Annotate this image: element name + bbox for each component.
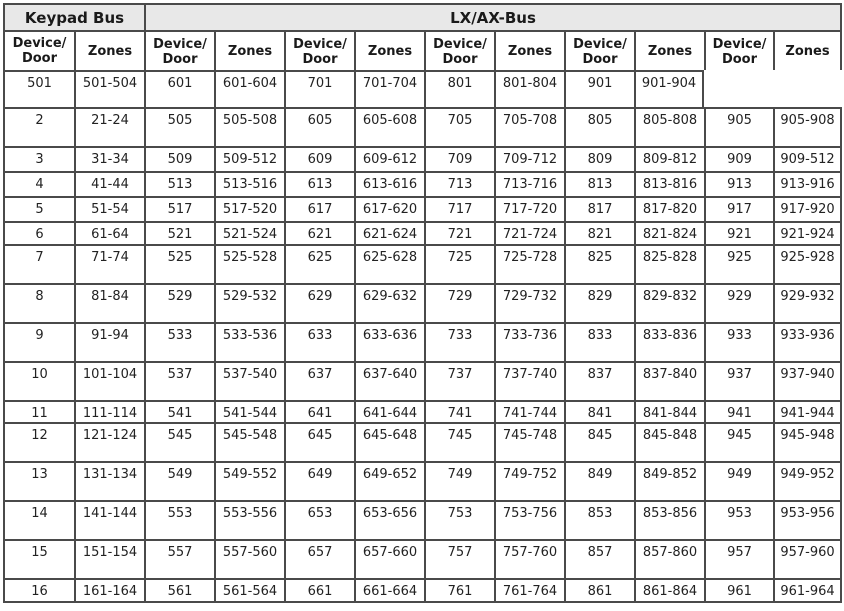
lx-device-cell: 701: [284, 70, 354, 107]
keypad-zones-header: Zones: [74, 30, 144, 70]
lx-device-cell: 933: [704, 322, 773, 361]
lx-zones-cell: 657-660: [354, 539, 424, 578]
lx-zones-cell: 937-940: [773, 361, 842, 400]
lx-zones-cell: 921-924: [773, 221, 842, 244]
lx-zones-cell: 505-508: [214, 107, 284, 146]
table-row: [3, 322, 842, 361]
lx-device-cell: 761: [424, 578, 494, 603]
lx-zones-cell: 649-652: [354, 461, 424, 500]
lx-zones-cell: 745-748: [494, 422, 564, 461]
lx-device-cell: 957: [704, 539, 773, 578]
lx-zones-cell: 549-552: [214, 461, 284, 500]
lx-device-cell: 557: [144, 539, 214, 578]
lx-zones-cell: 757-760: [494, 539, 564, 578]
lx-device-cell: 901: [564, 70, 634, 107]
keypad-device-cell: 3: [3, 146, 74, 171]
lx-device-cell: 529: [144, 283, 214, 322]
lx-device-cell: 813: [564, 171, 634, 196]
keypad-zones-cell: 61-64: [74, 221, 144, 244]
keypad-zones-cell: 71-74: [74, 244, 144, 283]
lx-zones-cell: 717-720: [494, 196, 564, 221]
lx-zones-cell: 709-712: [494, 146, 564, 171]
lx-zones-header: Zones: [494, 30, 564, 70]
lx-device-cell: 641: [284, 400, 354, 422]
keypad-device-cell: 6: [3, 221, 74, 244]
lx-zones-cell: 517-520: [214, 196, 284, 221]
lx-zones-header: Zones: [354, 30, 424, 70]
lx-device-cell: 713: [424, 171, 494, 196]
lx-zones-cell: 601-604: [214, 70, 284, 107]
keypad-device-cell: 11: [3, 400, 74, 422]
keypad-zones-cell: 101-104: [74, 361, 144, 400]
lx-device-cell: 961: [704, 578, 773, 603]
keypad-device-cell: 2: [3, 107, 74, 146]
lx-device-cell: 517: [144, 196, 214, 221]
lx-device-header: Device/ Door: [564, 30, 634, 70]
table-row: [3, 361, 842, 400]
lx-device-cell: 737: [424, 361, 494, 400]
lx-device-cell: 545: [144, 422, 214, 461]
lx-device-cell: 637: [284, 361, 354, 400]
lx-zones-cell: 653-656: [354, 500, 424, 539]
keypad-device-header: Device/ Door: [3, 30, 74, 70]
keypad-zones-cell: 111-114: [74, 400, 144, 422]
lx-zones-cell: 853-856: [634, 500, 704, 539]
lx-device-cell: 853: [564, 500, 634, 539]
lx-zones-cell: 701-704: [354, 70, 424, 107]
lx-zones-cell: 561-564: [214, 578, 284, 603]
lx-device-cell: 541: [144, 400, 214, 422]
lx-zones-cell: 733-736: [494, 322, 564, 361]
lx-zones-cell: 509-512: [214, 146, 284, 171]
lx-zones-cell: 741-744: [494, 400, 564, 422]
lx-zones-cell: 637-640: [354, 361, 424, 400]
keypad-device-cell: 4: [3, 171, 74, 196]
keypad-zones-cell: 121-124: [74, 422, 144, 461]
lx-zones-cell: 553-556: [214, 500, 284, 539]
table-row: [3, 500, 842, 539]
lx-zones-cell: 617-620: [354, 196, 424, 221]
lx-zones-cell: 825-828: [634, 244, 704, 283]
lx-device-cell: 953: [704, 500, 773, 539]
table-row: [3, 244, 842, 283]
table-row: [3, 70, 842, 107]
lx-zones-cell: 737-740: [494, 361, 564, 400]
lx-device-cell: 509: [144, 146, 214, 171]
lx-zones-cell: 849-852: [634, 461, 704, 500]
lx-device-cell: 549: [144, 461, 214, 500]
lx-zones-cell: 513-516: [214, 171, 284, 196]
lx-zones-cell: 533-536: [214, 322, 284, 361]
column-header-row: [3, 30, 842, 70]
lx-device-cell: 613: [284, 171, 354, 196]
lx-device-cell: 561: [144, 578, 214, 603]
lx-zones-cell: 729-732: [494, 283, 564, 322]
lx-zones-cell: 661-664: [354, 578, 424, 603]
lx-device-cell: 825: [564, 244, 634, 283]
lx-device-cell: 829: [564, 283, 634, 322]
lx-zones-cell: 857-860: [634, 539, 704, 578]
lx-zones-cell: 905-908: [773, 107, 842, 146]
lx-device-cell: 513: [144, 171, 214, 196]
lx-device-cell: 625: [284, 244, 354, 283]
table-row: [3, 283, 842, 322]
lx-device-cell: 733: [424, 322, 494, 361]
lx-device-cell: 921: [704, 221, 773, 244]
lx-device-cell: 537: [144, 361, 214, 400]
lx-zones-cell: 721-724: [494, 221, 564, 244]
lx-device-cell: 749: [424, 461, 494, 500]
lx-zones-cell: 841-844: [634, 400, 704, 422]
lx-zones-cell: 909-512: [773, 146, 842, 171]
lx-device-header: Device/ Door: [144, 30, 214, 70]
lx-device-cell: 601: [144, 70, 214, 107]
lx-zones-cell: 609-612: [354, 146, 424, 171]
lx-device-cell: 705: [424, 107, 494, 146]
lx-device-cell: 821: [564, 221, 634, 244]
keypad-device-cell: 12: [3, 422, 74, 461]
lx-device-cell: 801: [424, 70, 494, 107]
lx-zones-cell: 821-824: [634, 221, 704, 244]
lx-device-cell: 753: [424, 500, 494, 539]
keypad-device-cell: 7: [3, 244, 74, 283]
lx-zones-cell: 645-648: [354, 422, 424, 461]
lx-zones-cell: 605-608: [354, 107, 424, 146]
keypad-bus-header: Keypad Bus: [3, 3, 144, 30]
lx-device-cell: 937: [704, 361, 773, 400]
keypad-device-cell: 5: [3, 196, 74, 221]
keypad-device-cell: 14: [3, 500, 74, 539]
lx-zones-header: Zones: [773, 30, 842, 70]
lx-device-cell: 857: [564, 539, 634, 578]
lx-zones-cell: 809-812: [634, 146, 704, 171]
lx-zones-cell: 501-504: [74, 70, 144, 107]
lx-device-cell: 501: [3, 70, 74, 107]
lx-device-cell: 505: [144, 107, 214, 146]
table-row: [3, 146, 842, 171]
keypad-zones-cell: 21-24: [74, 107, 144, 146]
lx-device-cell: 653: [284, 500, 354, 539]
keypad-zones-cell: 51-54: [74, 196, 144, 221]
lx-device-cell: 905: [704, 107, 773, 146]
keypad-device-cell: 15: [3, 539, 74, 578]
keypad-device-cell: 16: [3, 578, 74, 603]
lx-zones-cell: 725-728: [494, 244, 564, 283]
lx-zones-cell: 817-820: [634, 196, 704, 221]
lx-zones-cell: 833-836: [634, 322, 704, 361]
lx-device-cell: 657: [284, 539, 354, 578]
lx-device-cell: 833: [564, 322, 634, 361]
zone-assignment-table: [3, 3, 842, 603]
lx-zones-cell: 957-960: [773, 539, 842, 578]
lx-device-header: Device/ Door: [704, 30, 773, 70]
keypad-device-cell: 9: [3, 322, 74, 361]
lx-device-cell: 805: [564, 107, 634, 146]
table-row: [3, 539, 842, 578]
lx-zones-cell: 813-816: [634, 171, 704, 196]
lx-zones-cell: 837-840: [634, 361, 704, 400]
lx-device-cell: 605: [284, 107, 354, 146]
lx-zones-cell: 625-628: [354, 244, 424, 283]
lx-zones-cell: 753-756: [494, 500, 564, 539]
lx-zones-cell: 949-952: [773, 461, 842, 500]
lx-device-cell: 629: [284, 283, 354, 322]
table-row: [3, 422, 842, 461]
lx-device-cell: 533: [144, 322, 214, 361]
table-row: [3, 400, 842, 422]
lx-device-cell: 949: [704, 461, 773, 500]
lx-zones-cell: 901-904: [634, 70, 704, 107]
table-row: [3, 461, 842, 500]
lx-zones-cell: 829-832: [634, 283, 704, 322]
lx-device-cell: 845: [564, 422, 634, 461]
keypad-zones-cell: 91-94: [74, 322, 144, 361]
table-row: [3, 221, 842, 244]
lx-device-cell: 649: [284, 461, 354, 500]
lx-zones-cell: 521-524: [214, 221, 284, 244]
lx-device-cell: 945: [704, 422, 773, 461]
lx-device-cell: 913: [704, 171, 773, 196]
lx-device-header: Device/ Door: [424, 30, 494, 70]
lx-zones-cell: 529-532: [214, 283, 284, 322]
lx-device-cell: 837: [564, 361, 634, 400]
lx-device-cell: 721: [424, 221, 494, 244]
lx-device-cell: 841: [564, 400, 634, 422]
lx-zones-cell: 641-644: [354, 400, 424, 422]
group-header-row: [3, 3, 842, 30]
lx-device-cell: 817: [564, 196, 634, 221]
lx-zones-cell: 953-956: [773, 500, 842, 539]
lx-zones-cell: 925-928: [773, 244, 842, 283]
keypad-zones-cell: 161-164: [74, 578, 144, 603]
keypad-zones-cell: 81-84: [74, 283, 144, 322]
lx-device-cell: 741: [424, 400, 494, 422]
table-row: [3, 196, 842, 221]
lx-device-cell: 717: [424, 196, 494, 221]
lx-device-cell: 757: [424, 539, 494, 578]
lx-zones-cell: 941-944: [773, 400, 842, 422]
lx-device-cell: 553: [144, 500, 214, 539]
keypad-zones-cell: 151-154: [74, 539, 144, 578]
lx-zones-cell: 913-916: [773, 171, 842, 196]
lx-zones-cell: 545-548: [214, 422, 284, 461]
zone-table-body: [3, 70, 842, 603]
lx-zones-cell: 557-560: [214, 539, 284, 578]
lx-device-cell: 861: [564, 578, 634, 603]
zone-table-container: [3, 3, 842, 603]
lx-zones-cell: 613-616: [354, 171, 424, 196]
keypad-device-cell: 10: [3, 361, 74, 400]
lx-zones-cell: 845-848: [634, 422, 704, 461]
lx-device-cell: 925: [704, 244, 773, 283]
lx-zones-cell: 537-540: [214, 361, 284, 400]
lx-device-cell: 609: [284, 146, 354, 171]
table-row: [3, 107, 842, 146]
keypad-zones-cell: 41-44: [74, 171, 144, 196]
lx-ax-bus-header: LX/AX-Bus: [144, 3, 842, 30]
lx-device-cell: 929: [704, 283, 773, 322]
lx-device-cell: 645: [284, 422, 354, 461]
lx-zones-cell: 705-708: [494, 107, 564, 146]
lx-zones-header: Zones: [634, 30, 704, 70]
lx-device-cell: 621: [284, 221, 354, 244]
lx-zones-cell: 621-624: [354, 221, 424, 244]
lx-device-cell: 617: [284, 196, 354, 221]
lx-zones-cell: 945-948: [773, 422, 842, 461]
lx-zones-cell: 633-636: [354, 322, 424, 361]
lx-device-cell: 709: [424, 146, 494, 171]
lx-zones-cell: 629-632: [354, 283, 424, 322]
lx-device-header: Device/ Door: [284, 30, 354, 70]
lx-device-cell: 633: [284, 322, 354, 361]
lx-zones-cell: 861-864: [634, 578, 704, 603]
lx-device-cell: 521: [144, 221, 214, 244]
keypad-zones-cell: 141-144: [74, 500, 144, 539]
keypad-device-cell: 8: [3, 283, 74, 322]
lx-device-cell: 745: [424, 422, 494, 461]
keypad-zones-cell: 131-134: [74, 461, 144, 500]
lx-zones-cell: 917-920: [773, 196, 842, 221]
lx-device-cell: 525: [144, 244, 214, 283]
lx-device-cell: 809: [564, 146, 634, 171]
lx-zones-cell: 929-932: [773, 283, 842, 322]
lx-device-cell: 941: [704, 400, 773, 422]
lx-zones-cell: 805-808: [634, 107, 704, 146]
lx-zones-cell: 933-936: [773, 322, 842, 361]
lx-device-cell: 917: [704, 196, 773, 221]
lx-zones-cell: 749-752: [494, 461, 564, 500]
lx-device-cell: 729: [424, 283, 494, 322]
table-row: [3, 171, 842, 196]
lx-zones-cell: 801-804: [494, 70, 564, 107]
keypad-zones-cell: 31-34: [74, 146, 144, 171]
table-row: [3, 578, 842, 603]
lx-zones-header: Zones: [214, 30, 284, 70]
lx-device-cell: 849: [564, 461, 634, 500]
lx-device-cell: 725: [424, 244, 494, 283]
lx-zones-cell: 713-716: [494, 171, 564, 196]
lx-zones-cell: 961-964: [773, 578, 842, 603]
lx-device-cell: 909: [704, 146, 773, 171]
lx-zones-cell: 541-544: [214, 400, 284, 422]
lx-zones-cell: 525-528: [214, 244, 284, 283]
lx-zones-cell: 761-764: [494, 578, 564, 603]
keypad-device-cell: 13: [3, 461, 74, 500]
lx-device-cell: 661: [284, 578, 354, 603]
